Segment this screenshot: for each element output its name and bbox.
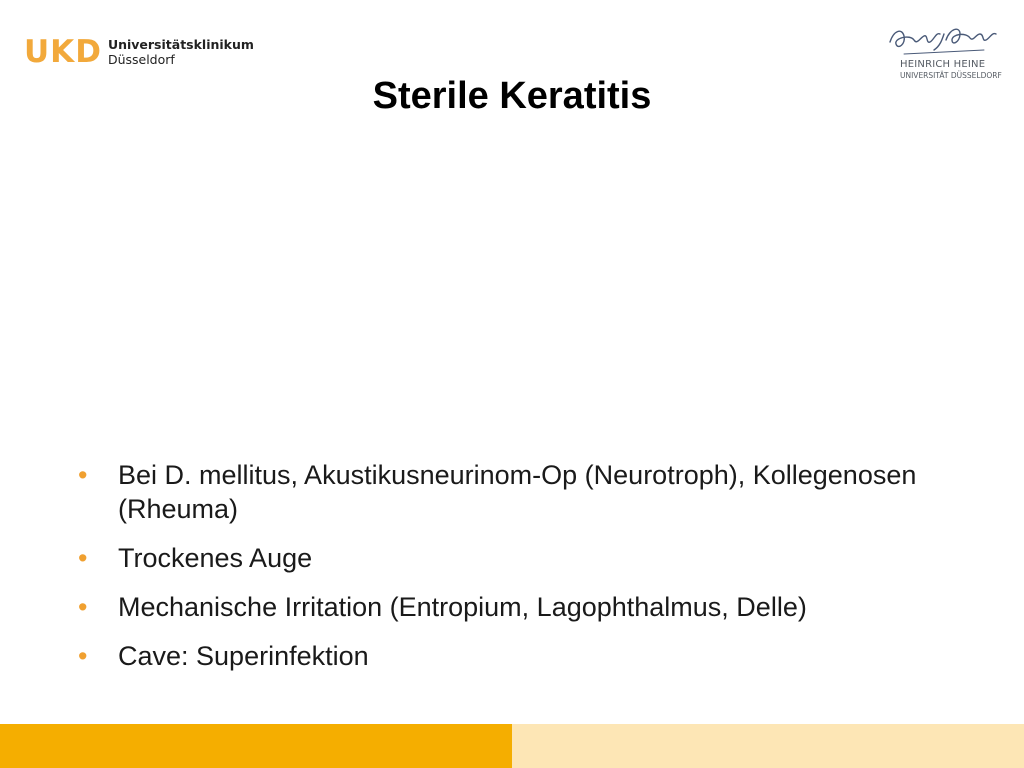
ukd-logo-letters: UKD <box>24 34 102 70</box>
footer-bar-right <box>512 724 1024 768</box>
bullet-icon: • <box>78 460 88 490</box>
hhu-logo-name: HEINRICH HEINE <box>900 59 986 70</box>
signature-icon <box>884 20 1000 60</box>
bullet-item <box>78 458 978 526</box>
bullet-item <box>78 541 978 575</box>
footer-bar-left <box>0 724 512 768</box>
ukd-logo-text <box>108 37 254 67</box>
bullet-list <box>78 458 978 688</box>
bullet-item <box>78 639 978 673</box>
hhu-logo-university: UNIVERSITÄT DÜSSELDORF <box>900 71 1002 80</box>
bullet-icon: • <box>78 641 88 671</box>
bullet-text: Bei D. mellitus, Akustikusneurinom-Op (Neurotroph), Kollegenosen (Rheuma) <box>118 460 917 524</box>
bullet-icon: • <box>78 543 88 573</box>
ukd-logo <box>24 36 254 68</box>
bullet-icon: • <box>78 592 88 622</box>
slide-title: Sterile Keratitis <box>372 75 652 117</box>
bullet-text: Trockenes Auge <box>118 543 313 573</box>
bullet-text: Mechanische Irritation (Entropium, Lagophthalmus, Delle) <box>118 592 807 622</box>
bullet-item <box>78 590 978 624</box>
bullet-text: Cave: Superinfektion <box>118 641 369 671</box>
ukd-logo-line2: Düsseldorf <box>107 52 175 67</box>
ukd-logo-line1: Universitätsklinikum <box>107 37 254 52</box>
